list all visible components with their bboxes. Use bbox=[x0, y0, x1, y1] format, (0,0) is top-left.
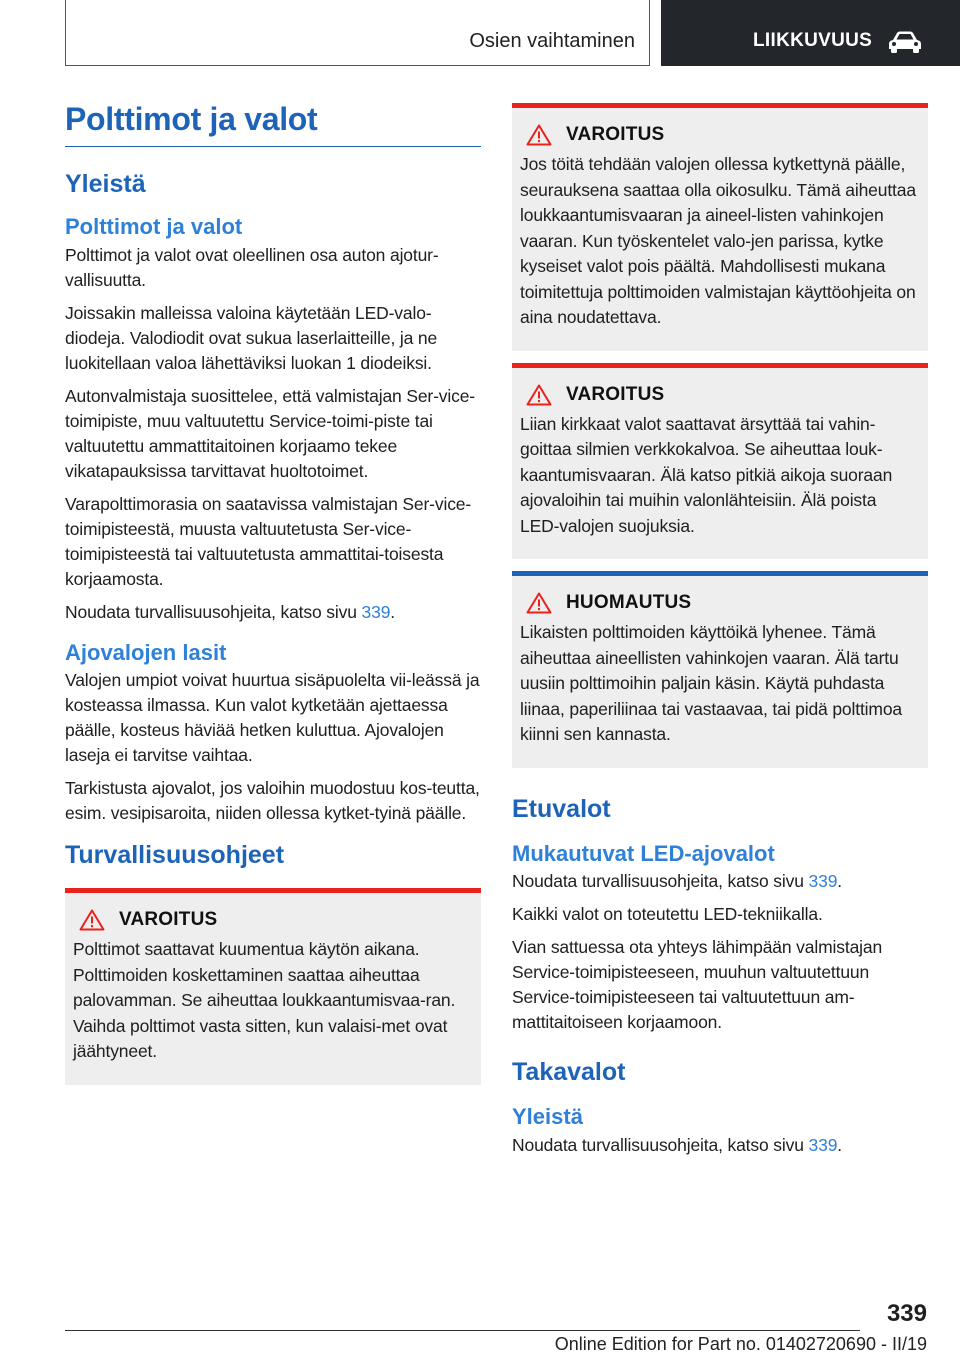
warning-triangle-icon bbox=[79, 909, 105, 931]
reference-suffix: . bbox=[837, 871, 842, 891]
reference-text: Noudata turvallisuusohjeita, katso sivu bbox=[512, 871, 809, 891]
left-column bbox=[65, 100, 481, 1097]
subheading-bulbs: Polttimot ja valot bbox=[65, 214, 243, 240]
chapter-tab bbox=[661, 0, 960, 66]
paragraph: Autonvalmistaja suosittelee, että valmistajan Ser-vice-toimipiste, muu valtuutettu Service-toimi-piste tai valtuutettu ammattitaitoinen korjaamo tekee vikatapauksissa tarvittavat huoltotoimet. bbox=[65, 385, 475, 481]
chapter-tab-label: LIIKKUVUUS bbox=[753, 30, 873, 51]
warning-title: VAROITUS bbox=[119, 909, 218, 931]
section-tab bbox=[65, 0, 650, 66]
paragraph: Polttimot ja valot ovat oleellinen osa auton ajotur-vallisuutta. bbox=[65, 244, 439, 290]
notice-title: HUOMAUTUS bbox=[566, 592, 692, 613]
paragraph: Joissakin malleissa valoina käytetään LED-valo-diodeja. Valodiodit ovat sukua laserlaitteille, ja ne luokitellaan valoa lähettäviksi luokan 1 diodeiksi. bbox=[65, 302, 438, 373]
section-heading-general: Yleistä bbox=[65, 170, 146, 199]
reference-suffix: . bbox=[837, 1134, 842, 1155]
warning-triangle-icon bbox=[526, 592, 552, 614]
notice-text: Likaisten polttimoiden käyttöikä lyhenee. Tämä aiheuttaa aineellisten vahinkojen vaaran. Älä tartu uusiin polttimoihin paljain käsin. Käytä puhdasta liinaa, paperiliinaa tai vastaavaa, tai pidä polttimoa kiinni sen kannasta. bbox=[520, 622, 903, 744]
page-header bbox=[0, 0, 960, 66]
car-icon bbox=[887, 30, 923, 54]
paragraph: Kaikki valot on toteutettu LED-tekniikalla. bbox=[512, 904, 823, 924]
warning-title: VAROITUS bbox=[566, 124, 665, 145]
paragraph: Valojen umpiot voivat huurtua sisäpuolelta vii-leässä ja kosteassa ilmassa. Kun valot kytketään ajettaessa päälle, kosteus häviää hetken kuluttua. Ajovalojen laseja ei tarvitse vaihtaa. bbox=[65, 670, 480, 766]
page-link[interactable]: 339 bbox=[808, 1134, 838, 1155]
warning-triangle-icon bbox=[526, 124, 552, 146]
safety-reference bbox=[512, 869, 928, 894]
section-heading-front-lights: Etuvalot bbox=[512, 794, 611, 823]
section-heading-rear-lights: Takavalot bbox=[512, 1058, 626, 1086]
page-number: 339 bbox=[886, 1300, 927, 1327]
safety-reference bbox=[512, 1133, 928, 1158]
warning-title: VAROITUS bbox=[566, 383, 665, 405]
warning-text: Liian kirkkaat valot saattavat ärsyttää tai vahin-goittaa silmien verkkokalvoa. Se aiheuttaa louk-kaantumisvaaran. Älä katso pitkiä aikoja suoraan ajovaloihin tai muihin valonlähteisiin. Älä poista LED-valojen suojuksia. bbox=[520, 413, 893, 536]
right-column bbox=[512, 103, 928, 1166]
page-link[interactable]: 339 bbox=[808, 871, 838, 891]
chapter-title: Polttimot ja valot bbox=[65, 100, 481, 147]
warning-box bbox=[65, 888, 481, 1085]
section-tab-label: Osien vaihtaminen bbox=[469, 30, 635, 52]
page-link[interactable]: 339 bbox=[361, 601, 391, 622]
paragraph: Varapolttimorasia on saatavissa valmistajan Ser-vice-toimipisteestä, muusta valtuutetusta Ser-vice-toimipisteestä tai valtuutetusta ammattitai-toisesta korjaamosta. bbox=[65, 493, 472, 589]
edition-info: Online Edition for Part no. 01402720690 - II/19 bbox=[554, 1334, 927, 1354]
subheading-rear-general: Yleistä bbox=[512, 1104, 583, 1129]
warning-box bbox=[512, 363, 928, 560]
warning-triangle-icon bbox=[526, 384, 552, 406]
subheading-headlight-lenses: Ajovalojen lasit bbox=[65, 639, 227, 665]
reference-text: Noudata turvallisuusohjeita, katso sivu bbox=[65, 601, 362, 622]
safety-reference bbox=[65, 600, 481, 625]
reference-suffix: . bbox=[390, 601, 395, 622]
paragraph: Vian sattuessa ota yhteys lähimpään valmistajan Service-toimipisteeseen, muuhun valtuutettuun Service-toimipisteeseen tai valtuutettuun am-mattitaitoiseen korjaamoon. bbox=[512, 937, 883, 1032]
notice-box bbox=[512, 571, 928, 768]
warning-text: Polttimot saattavat kuumentua käytön aikana. Polttimoiden koskettaminen saattaa aiheuttaa palovamman. Se aiheuttaa loukkaantumisvaa-ran. Vaihda polttimot vasta sitten, kun valaisi-met ovat jäähtyneet. bbox=[73, 939, 456, 1062]
paragraph: Tarkistusta ajovalot, jos valoihin muodostuu kos-teutta, esim. vesipisaroita, niiden ollessa kytket-tyinä päälle. bbox=[65, 778, 480, 824]
footer-divider bbox=[65, 1330, 860, 1331]
reference-text: Noudata turvallisuusohjeita, katso sivu bbox=[512, 1134, 809, 1155]
subheading-adaptive-led: Mukautuvat LED-ajovalot bbox=[512, 840, 775, 866]
section-heading-safety: Turvallisuusohjeet bbox=[65, 841, 285, 870]
warning-text: Jos töitä tehdään valojen ollessa kytkettynä päälle, seurauksena saattaa olla oikosulku. Tämä aiheuttaa loukkaantumisvaaran ja aineel-listen vahinkojen vaaran. Kun työskentelet valo-jen parissa, kytke kyseiset valot pois päältä. Mahdollisesti mukana toimitettuja polttimoiden valmistajan käyttöohjeita on aina noudatettava. bbox=[520, 154, 916, 327]
warning-box bbox=[512, 103, 928, 351]
